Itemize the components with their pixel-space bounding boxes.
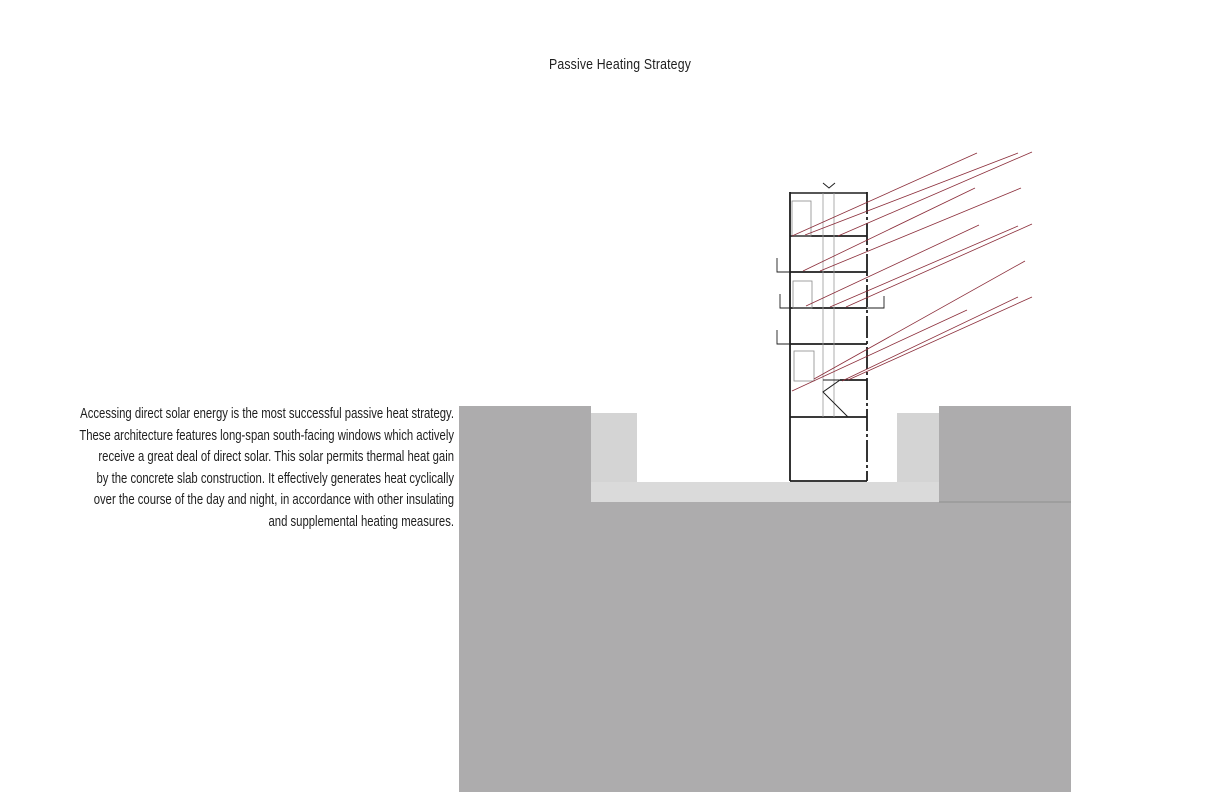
ground-right-berm — [939, 406, 1071, 502]
description-line: and supplemental heating measures. — [268, 513, 454, 530]
stair — [823, 380, 848, 417]
description-line: receive a great deal of direct solar. This solar permits thermal heat gain — [98, 449, 455, 466]
sun-ray — [814, 261, 1025, 379]
diagram-title: Passive Heating Strategy — [548, 56, 692, 73]
description-line: Accessing direct solar energy is the most successful passive heat strategy. — [80, 406, 454, 422]
description-line: by the concrete slab construction. It effectively generates heat cyclically — [96, 470, 455, 487]
sun-ray — [806, 225, 979, 306]
ground-section — [459, 406, 1071, 792]
ground-left-berm — [459, 406, 591, 502]
ground-mass — [459, 502, 1071, 792]
sun-ray — [830, 226, 1018, 307]
tower-section — [777, 183, 884, 481]
door-opening — [793, 281, 812, 308]
sun-ray — [803, 188, 975, 271]
description-line: These architecture features long-span south-facing windows which actively — [79, 427, 455, 444]
roof-marker-icon — [823, 183, 835, 188]
sun-ray — [805, 153, 1018, 235]
balcony-railing-north — [777, 258, 790, 272]
sun-ray — [842, 297, 1018, 381]
balcony-railing-north — [777, 330, 790, 344]
concrete-slab — [591, 482, 939, 502]
foundation — [591, 413, 939, 502]
balcony-railing-north — [780, 294, 790, 308]
door-opening — [792, 201, 811, 236]
sun-ray — [792, 310, 967, 391]
sun-ray — [848, 297, 1032, 380]
balcony-railing-south — [867, 296, 884, 308]
door-opening — [794, 351, 814, 381]
sun-ray — [792, 153, 977, 236]
description-line: over the course of the day and night, in accordance with other insulating — [93, 492, 454, 509]
